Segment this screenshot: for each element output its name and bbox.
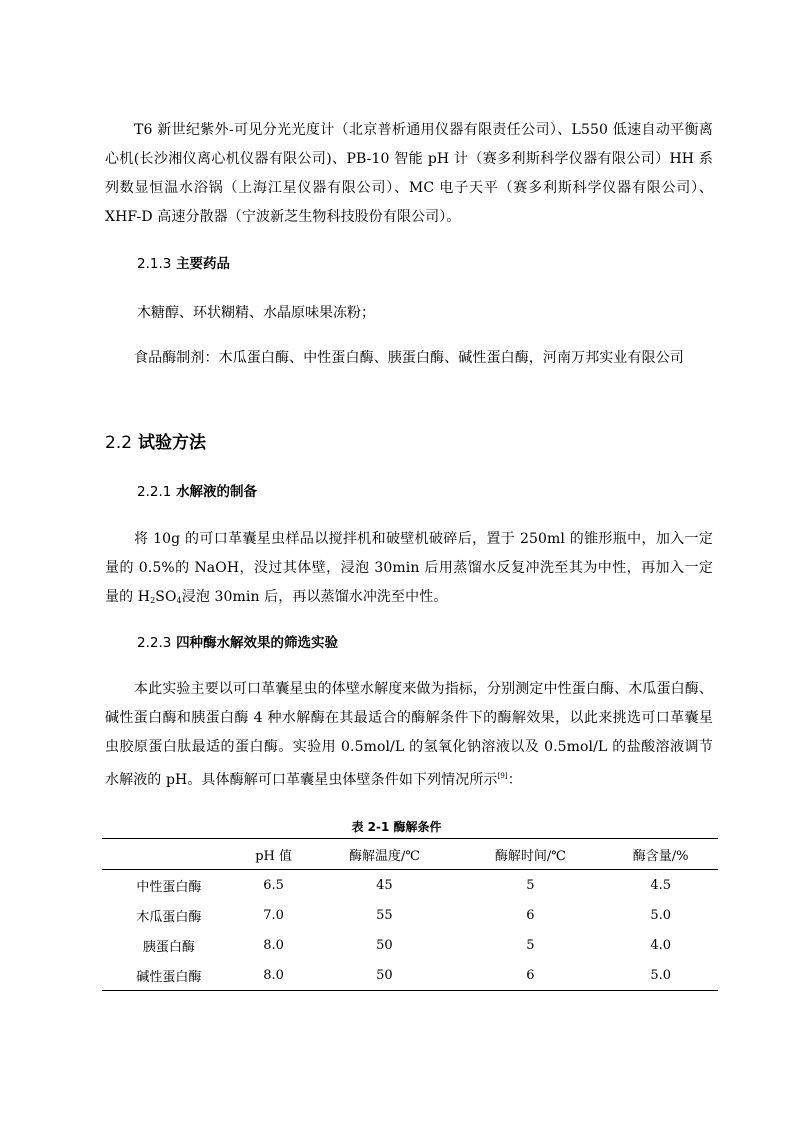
section-title: 主要药品 [176, 256, 231, 272]
section-2-1-3-heading [137, 252, 230, 272]
hydrolysate-preparation-paragraph [105, 525, 713, 615]
table-header-cell: 酶含量/% [632, 848, 689, 864]
table-cell: 4.5 [650, 877, 671, 893]
enzyme-preparations-paragraph: 食品酶制剂：木瓜蛋白酶、中性蛋白酶、胰蛋白酶、碱性蛋白酶，河南万邦实业有限公司 [134, 350, 684, 366]
table-header-cell: 酶解时间/℃ [494, 848, 566, 864]
table-cell: 5.0 [650, 967, 671, 983]
table-cell: 胰蛋白酶 [142, 939, 195, 955]
screening-experiment-paragraph [105, 675, 713, 795]
table-header-row [102, 839, 718, 870]
table-cell: 5 [526, 937, 535, 953]
reference-superscript: [9] [497, 772, 508, 780]
table-header-cell: 酶解温度/℃ [348, 848, 420, 864]
table-cell: 5 [526, 877, 535, 893]
section-title: 试验方法 [137, 433, 206, 453]
table-cell: 45 [376, 877, 393, 893]
subscript-4: 4 [176, 596, 182, 605]
table-cell: 碱性蛋白酶 [136, 969, 202, 985]
table-cell: 50 [376, 937, 393, 953]
table-cell: 5.0 [650, 907, 671, 923]
section-2-2-1-heading [137, 480, 257, 500]
table-row [102, 870, 718, 901]
section-2-2-heading [105, 428, 206, 453]
table-header-cell [102, 839, 236, 870]
section-title: 四种酶水解效果的筛选实验 [176, 635, 339, 651]
text-part: 浸泡 30min 后，再以蒸馏水冲洗至中性。 [181, 589, 448, 605]
text-part: ： [507, 772, 522, 788]
reagents-paragraph: 木糖醇、环状糊精、水晶原味果冻粉； [137, 305, 375, 321]
table-cell: 木瓜蛋白酶 [136, 909, 202, 925]
table-row [102, 900, 718, 930]
table-cell: 6 [526, 907, 535, 923]
table-caption: 表 2-1 酶解条件 [351, 820, 442, 834]
table-cell: 6 [526, 967, 535, 983]
table-cell: 6.5 [263, 877, 284, 893]
table-cell: 50 [376, 967, 393, 983]
table-cell: 55 [376, 907, 393, 923]
table-cell: 4.0 [650, 937, 671, 953]
table-cell: 中性蛋白酶 [136, 879, 202, 895]
section-number: 2.1.3 [137, 256, 172, 272]
text-part: SO [155, 589, 177, 605]
section-number: 2.2.1 [137, 484, 172, 500]
table-cell: 8.0 [263, 967, 284, 983]
equipment-paragraph: T6 新世纪紫外-可见分光光度计（北京普析通用仪器有限责任公司）、L550 低速自动平衡离心机(长沙湘仪离心机仪器有限公司)、PB-10 智能 pH 计（赛多利斯科学仪器有限公司）HH 系列数显恒温水浴锅（上海江星仪器有限公司）、MC 电子天平（赛多利斯科学仪器有限公司）、XHF-D 高速分散器（宁波新芝生物科技股份有限公司）。 [105, 122, 713, 225]
text-part: 将 10g 的可口革囊星虫样品以搅拌机和破壁机破碎后，置于 250ml 的锥形瓶中，加入一定量的 0.5%的 NaOH，没过其体壁，浸泡 30min 后用蒸馏水反复冲洗至其为中性，再加入一定量的 H [105, 531, 713, 605]
table-cell: 8.0 [263, 937, 284, 953]
section-title: 水解液的制备 [176, 484, 258, 500]
section-2-2-3-heading [137, 631, 338, 651]
table-row [102, 930, 718, 960]
table-cell: 7.0 [263, 907, 284, 923]
section-number: 2.2.3 [137, 635, 172, 651]
enzyme-conditions-table [102, 838, 718, 991]
text-part: 本此实验主要以可口革囊星虫的体壁水解度来做为指标，分别测定中性蛋白酶、木瓜蛋白酶、碱性蛋白酶和胰蛋白酶 4 种水解酶在其最适合的酶解条件下的酶解效果，以此来挑选可口革囊星虫胶原蛋白肽最适的蛋白酶。实验用 0.5mol/L 的氢氧化钠溶液以及 0.5mol/L 的盐酸溶液调节水解液的 pH。具体酶解可口革囊星虫体壁条件如下列情况所示 [105, 681, 713, 788]
table-row [102, 960, 718, 991]
subscript-2: 2 [150, 596, 156, 605]
table-header-cell: pH 值 [255, 848, 292, 864]
section-number: 2.2 [105, 433, 133, 453]
